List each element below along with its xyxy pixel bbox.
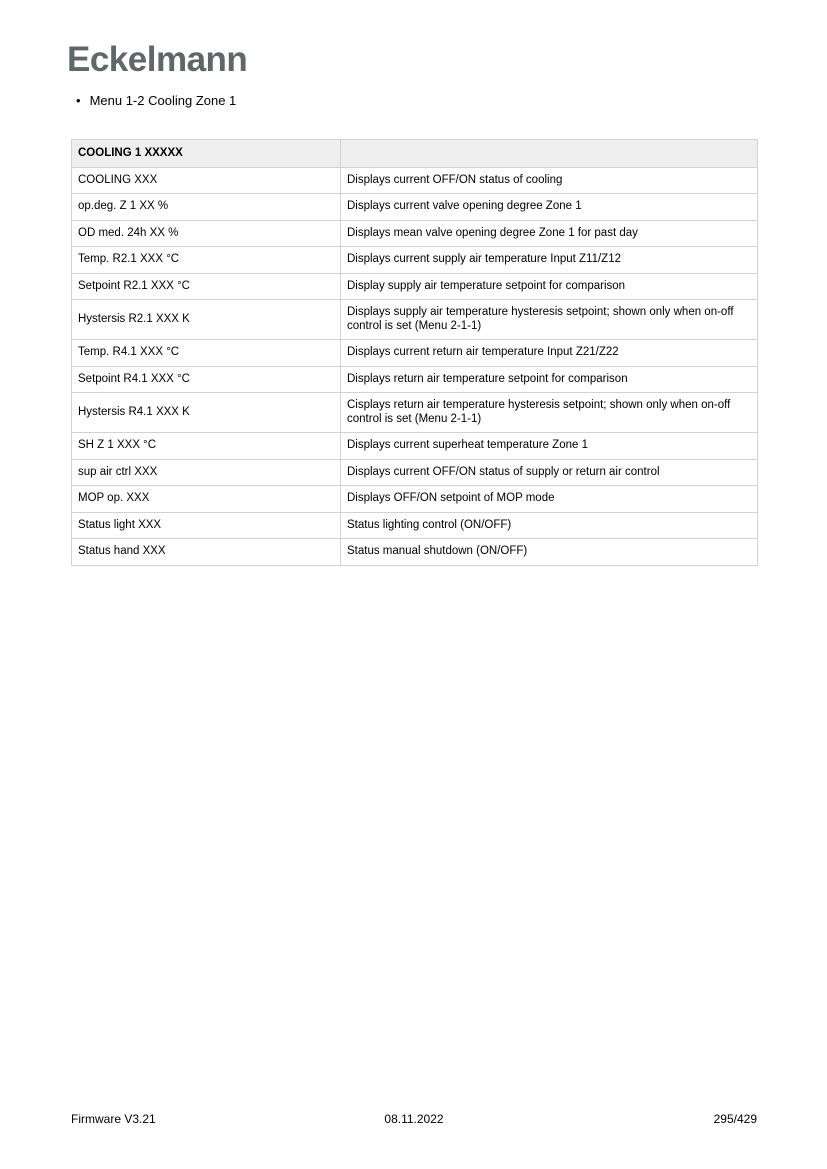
table-row <box>72 512 758 539</box>
description-cell: Displays current return air temperature Input Z21/Z22 <box>341 340 758 367</box>
table-row <box>72 247 758 274</box>
footer-firmware-version: Firmware V3.21 <box>71 1112 156 1126</box>
param-cell: Status hand XXX <box>72 539 341 566</box>
table-row <box>72 393 758 433</box>
table-row <box>72 366 758 393</box>
table-row <box>72 486 758 513</box>
menu-bullet-line <box>76 93 236 108</box>
eckelmann-logo: Eckelmann <box>67 40 248 79</box>
param-cell: Setpoint R4.1 XXX °C <box>72 366 341 393</box>
table-header-empty <box>341 140 758 168</box>
footer-page-number: 295/429 <box>713 1112 757 1126</box>
param-cell: OD med. 24h XX % <box>72 220 341 247</box>
param-cell: Status light XXX <box>72 512 341 539</box>
page-footer <box>71 1112 757 1126</box>
table-header-row <box>72 140 758 168</box>
param-cell: Temp. R2.1 XXX °C <box>72 247 341 274</box>
param-cell: Setpoint R2.1 XXX °C <box>72 273 341 300</box>
description-cell: Displays current supply air temperature Input Z11/Z12 <box>341 247 758 274</box>
table-row <box>72 167 758 194</box>
param-cell: MOP op. XXX <box>72 486 341 513</box>
table-row <box>72 194 758 221</box>
param-cell: op.deg. Z 1 XX % <box>72 194 341 221</box>
description-cell: Displays return air temperature setpoint for comparison <box>341 366 758 393</box>
table-row <box>72 273 758 300</box>
menu-bullet-label: Menu 1-2 Cooling Zone 1 <box>89 93 237 108</box>
description-cell: Displays current valve opening degree Zone 1 <box>341 194 758 221</box>
table-row <box>72 340 758 367</box>
description-cell: Status manual shutdown (ON/OFF) <box>341 539 758 566</box>
cooling-parameter-table <box>71 139 758 566</box>
param-cell: COOLING XXX <box>72 167 341 194</box>
param-cell: Hystersis R2.1 XXX K <box>72 300 341 340</box>
table-row <box>72 220 758 247</box>
description-cell: Display supply air temperature setpoint for comparison <box>341 273 758 300</box>
table-header-title: COOLING 1 XXXXX <box>72 140 341 168</box>
table-row <box>72 300 758 340</box>
param-cell: SH Z 1 XXX °C <box>72 433 341 460</box>
description-cell: Displays supply air temperature hysteresis setpoint; shown only when on-off control is set (Menu 2-1-1) <box>341 300 758 340</box>
param-cell: Temp. R4.1 XXX °C <box>72 340 341 367</box>
description-cell: Status lighting control (ON/OFF) <box>341 512 758 539</box>
description-cell: Displays mean valve opening degree Zone 1 for past day <box>341 220 758 247</box>
description-cell: Displays current OFF/ON status of cooling <box>341 167 758 194</box>
bullet-icon: • <box>76 93 81 108</box>
table-body <box>72 167 758 565</box>
footer-date: 08.11.2022 <box>384 1112 444 1126</box>
param-cell: sup air ctrl XXX <box>72 459 341 486</box>
description-cell: Displays current OFF/ON status of supply or return air control <box>341 459 758 486</box>
description-cell: Cisplays return air temperature hysteresis setpoint; shown only when on-off control is set (Menu 2-1-1) <box>341 393 758 433</box>
param-cell: Hystersis R4.1 XXX K <box>72 393 341 433</box>
description-cell: Displays OFF/ON setpoint of MOP mode <box>341 486 758 513</box>
description-cell: Displays current superheat temperature Zone 1 <box>341 433 758 460</box>
table-row <box>72 539 758 566</box>
table-row <box>72 459 758 486</box>
table-row <box>72 433 758 460</box>
